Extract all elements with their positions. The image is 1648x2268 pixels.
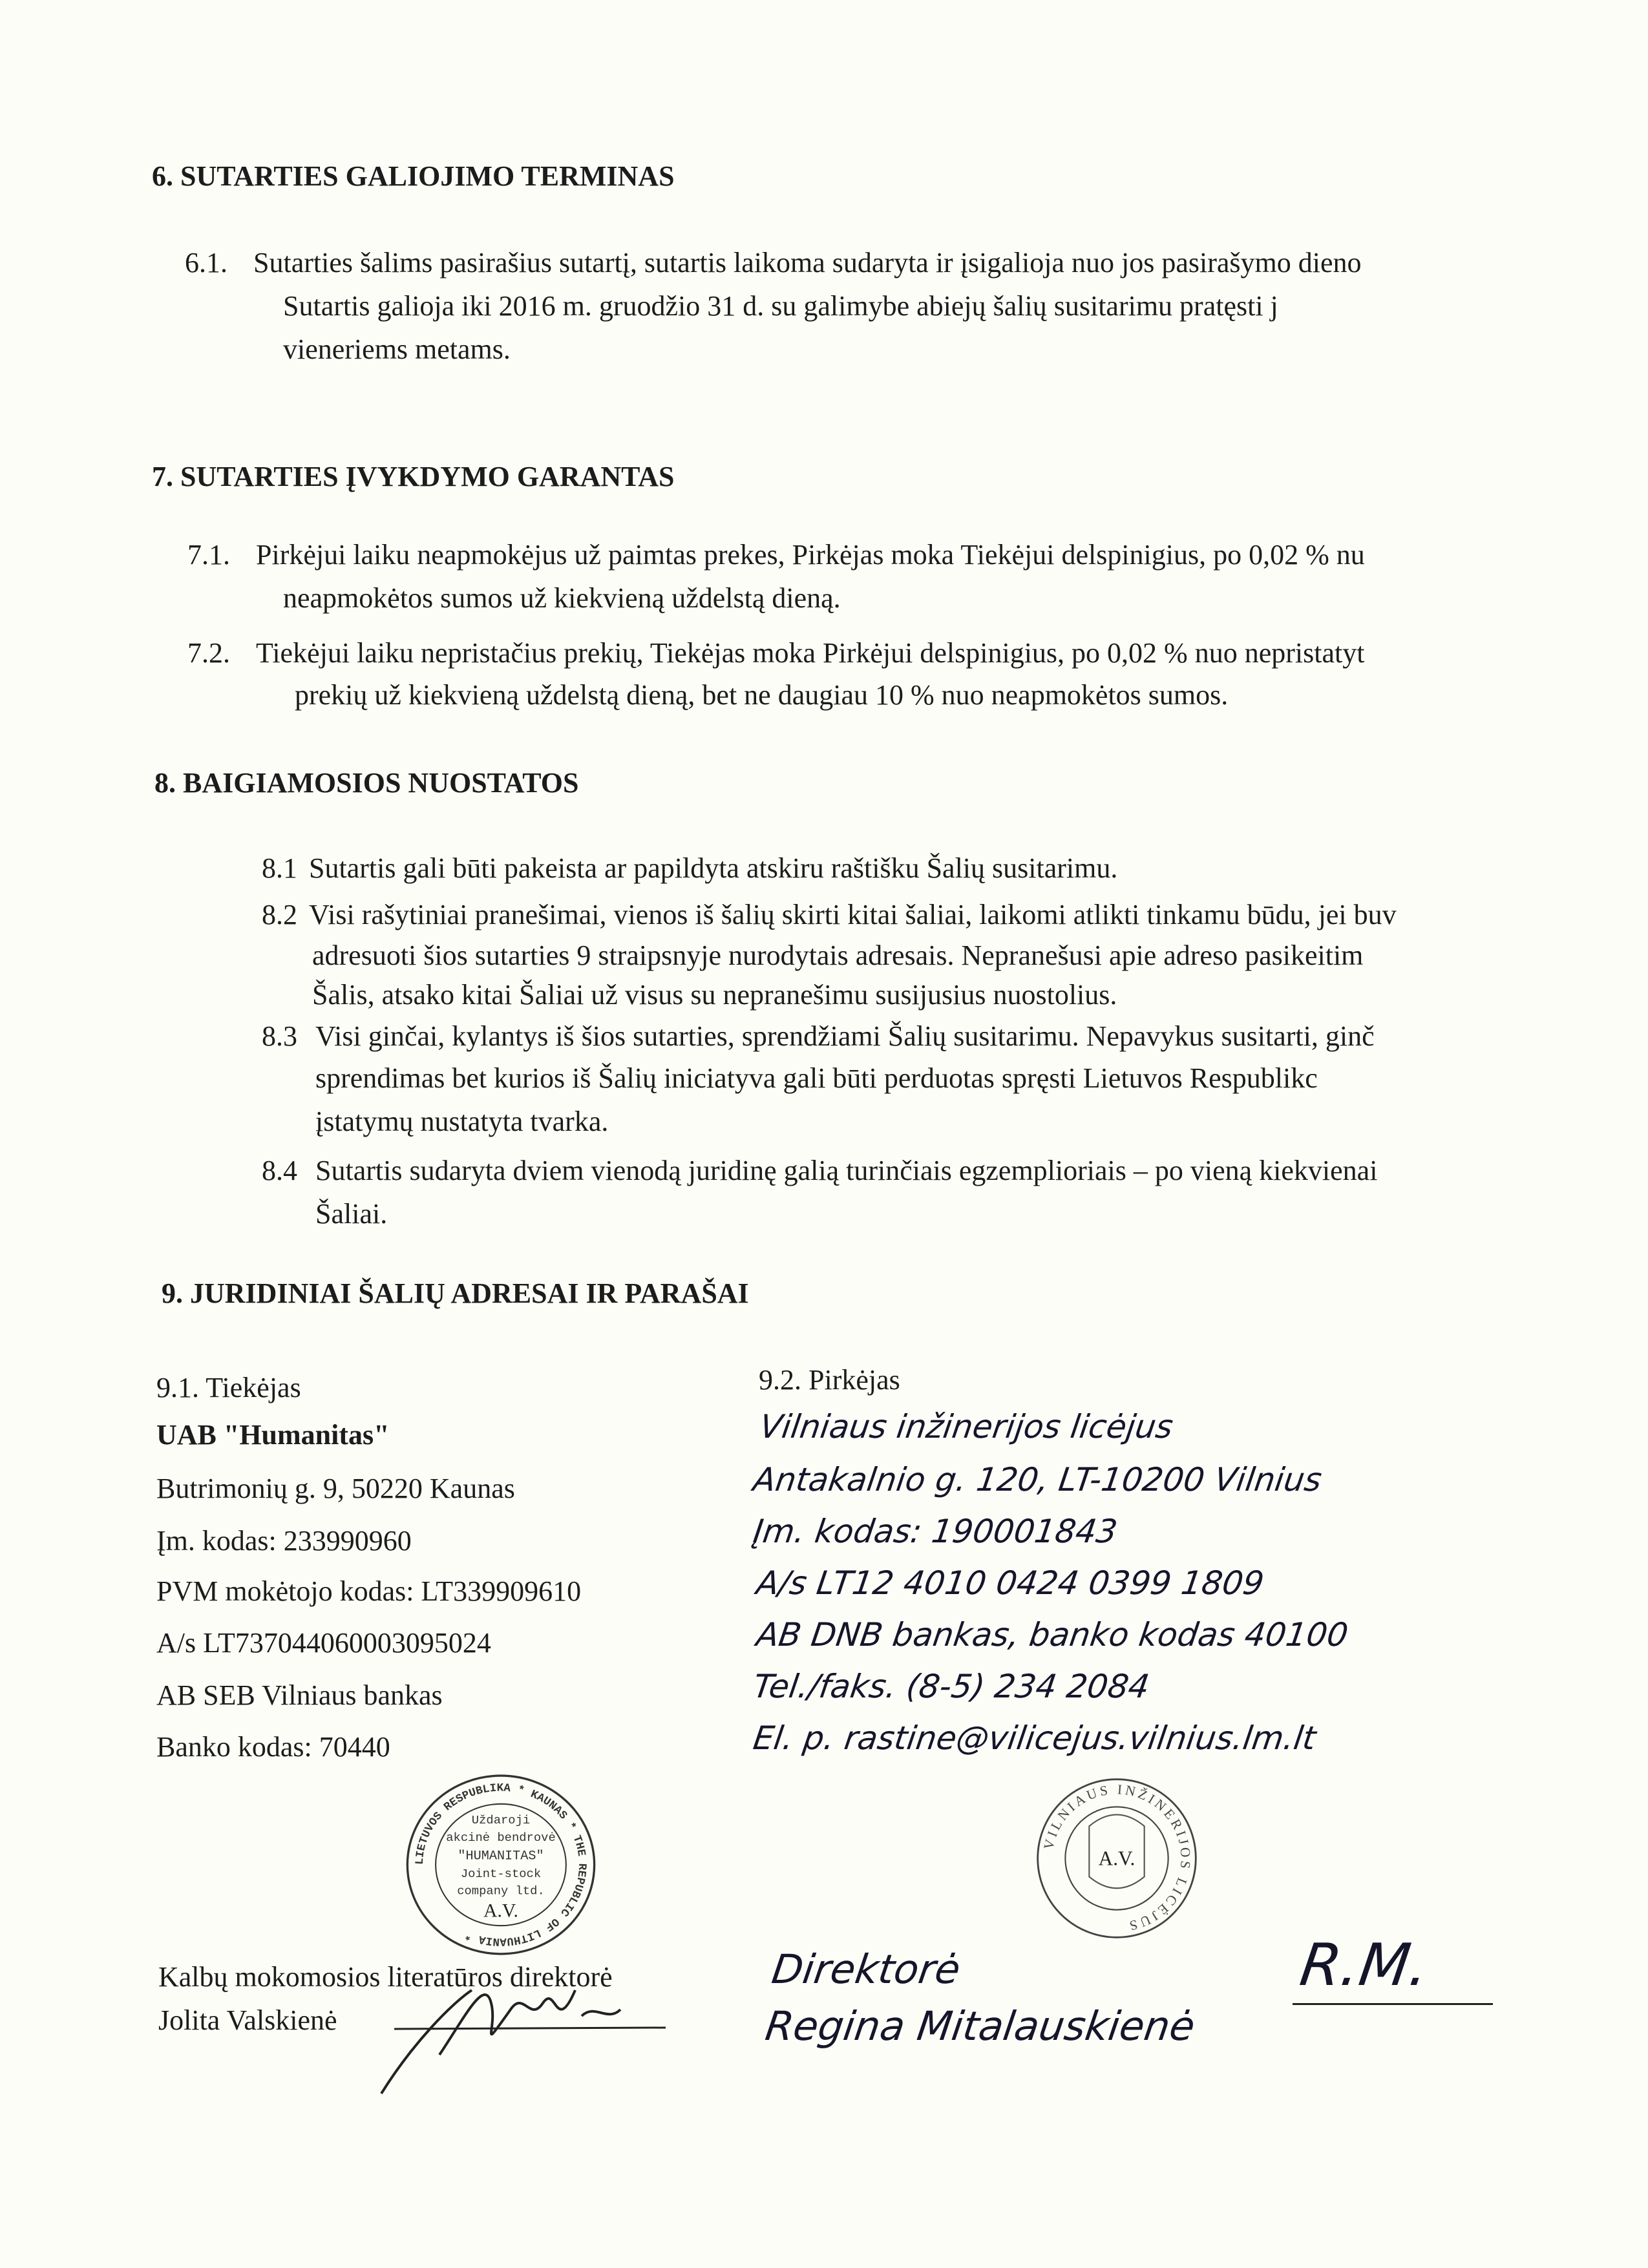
buyer-company-code: Įm. kodas: 190001843 [750,1513,1120,1550]
buyer-signature: R.M. [1296,1931,1433,1999]
supplier-company-code: Įm. kodas: 233990960 [156,1525,412,1557]
buyer-address: Antakalnio g. 120, LT-10200 Vilnius [750,1461,1324,1498]
supplier-bank: AB SEB Vilniaus bankas [156,1679,443,1711]
clause-text: Šalis, atsako kitai Šaliai už visus su nepranešimu susijusius nuostolius. [312,979,1117,1011]
svg-text:"HUMANITAS": "HUMANITAS" [458,1849,544,1864]
section-7-heading: 7. SUTARTIES ĮVYKDYMO GARANTAS [152,461,675,492]
clause-number: 8.3 [262,1020,297,1052]
clause-text: adresuoti šios sutarties 9 straipsnyje nurodytais adresais. Nepranešusi apie adreso pasikeitim [312,940,1364,971]
clause-text: Sutartis gali būti pakeista ar papildyta atskiru raštišku Šalių susitarimu. [309,852,1118,884]
signature-line [1293,2003,1493,2005]
clause-text: Sutartis sudaryta dviem vienodą juridinę galią turinčiais egzemplioriais – po vieną kiekvienai [315,1155,1378,1186]
clause-text: neapmokėtos sumos už kiekvieną uždelstą dieną. [283,582,841,614]
buyer-stamp [1034,1776,1199,1941]
clause-text: Tiekėjui laiku nepristačius prekių, Tiekėjas moka Pirkėjui delspinigius, po 0,02 % nuo nepristatyt [256,637,1365,669]
svg-text:company ltd.: company ltd. [457,1884,545,1898]
clause-text: vieneriems metams. [283,333,511,365]
section-9-heading: 9. JURIDINIAI ŠALIŲ ADRESAI IR PARAŠAI [162,1277,749,1309]
buyer-signatory-position: Direktorė [768,1946,964,1993]
section-6-heading: 6. SUTARTIES GALIOJIMO TERMINAS [152,160,675,192]
clause-text: įstatymų nustatyta tvarka. [315,1106,609,1137]
buyer-bank: AB DNB bankas, banko kodas 40100 [754,1616,1351,1654]
supplier-signatory-name: Jolita Valskienė [158,2004,337,2036]
supplier-name: UAB "Humanitas" [156,1419,390,1451]
clause-number: 7.2. [187,637,230,669]
clause-text: Šaliai. [315,1198,388,1230]
svg-text:Uždaroji: Uždaroji [471,1813,531,1828]
supplier-signature [362,1964,672,2113]
clause-text: Pirkėjui laiku neapmokėjus už paimtas prekes, Pirkėjas moka Tiekėjui delspinigius, po 0,02 % nu [256,539,1365,571]
svg-text:Joint-stock: Joint-stock [460,1866,542,1881]
svg-text:A.V.: A.V. [483,1900,518,1922]
svg-text:LIETUVOS RESPUBLIKA * KAUNAS *: LIETUVOS RESPUBLIKA * KAUNAS * THE REPUBLIC OF LITHUANIA * [413,1781,589,1948]
supplier-stamp [401,1769,601,1960]
buyer-email: El. p. rastine@vilicejus.vilnius.lm.lt [750,1719,1318,1757]
clause-text: Visi ginčai, kylantys iš šios sutarties, sprendžiami Šalių susitarimu. Nepavykus susitarti, ginč [315,1020,1375,1052]
supplier-label: 9.1. Tiekėjas [156,1372,301,1403]
clause-text: sprendimas bet kurios iš Šalių iniciatyva gali būti perduotas spręsti Lietuvos Respublikc [315,1062,1318,1094]
svg-text:VILNIAUS INŽINERIJOS LICĖJUS: VILNIAUS INŽINERIJOS LICĖJUS [1041,1781,1194,1935]
supplier-account: A/s LT737044060003095024 [156,1627,491,1659]
supplier-signatory-position: Kalbų mokomosios literatūros direktorė [158,1961,613,1993]
buyer-name: Vilniaus inžinerijos licėjus [757,1408,1176,1445]
svg-text:akcinė bendrovė: akcinė bendrovė [446,1831,556,1845]
clause-text: Visi rašytiniai pranešimai, vienos iš šalių skirti kitai šaliai, laikomi atlikti tinkamu būdu, jei buv [309,899,1397,930]
buyer-label: 9.2. Pirkėjas [759,1364,900,1396]
clause-number: 8.4 [262,1155,297,1186]
clause-number: 7.1. [187,539,230,571]
buyer-phone: Tel./faks. (8-5) 234 2084 [750,1668,1152,1705]
supplier-address: Butrimonių g. 9, 50220 Kaunas [156,1473,515,1504]
clause-number: 8.1 [262,852,297,884]
svg-text:A.V.: A.V. [1098,1847,1136,1870]
clause-number: 8.2 [262,899,297,930]
section-8-heading: 8. BAIGIAMOSIOS NUOSTATOS [154,767,579,799]
buyer-account: A/s LT12 4010 0424 0399 1809 [754,1564,1267,1602]
supplier-vat-code: PVM mokėtojo kodas: LT339909610 [156,1575,582,1607]
supplier-bank-code: Banko kodas: 70440 [156,1731,390,1763]
clause-number: 6.1. [185,247,227,278]
clause-text: Sutarties šalims pasirašius sutartį, sutartis laikoma sudaryta ir įsigalioja nuo jos pasirašymo dieno [253,247,1362,278]
buyer-signatory-name: Regina Mitalauskienė [762,2002,1198,2050]
clause-text: prekių už kiekvieną uždelstą dieną, bet ne daugiau 10 % nuo neapmokėtos sumos. [295,679,1229,711]
clause-text: Sutartis galioja iki 2016 m. gruodžio 31 d. su galimybe abiejų šalių susitarimu pratęsti j [283,290,1278,322]
